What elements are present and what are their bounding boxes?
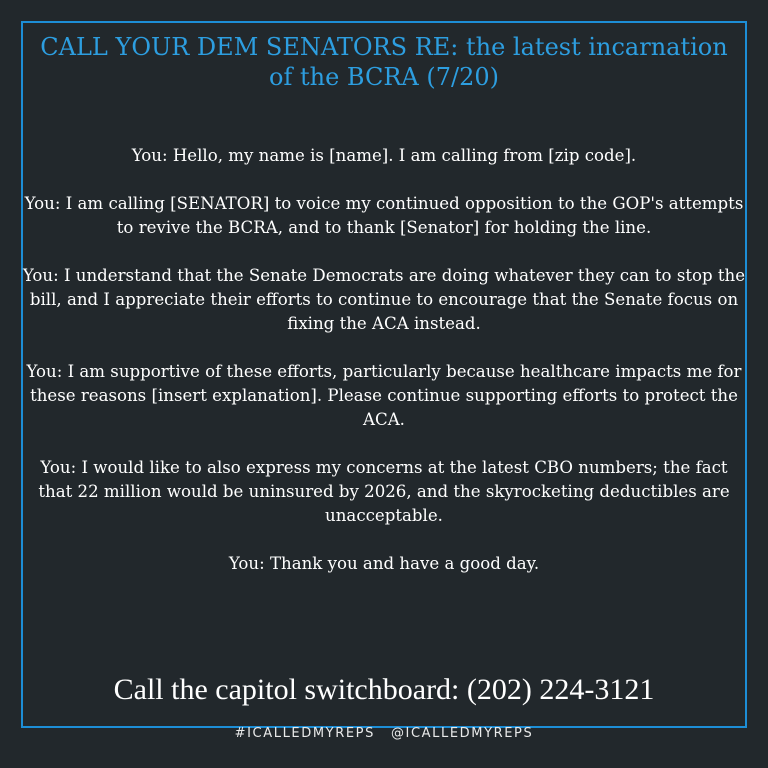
headline: CALL YOUR DEM SENATORS RE: the latest incarnation of the BCRA (7/20) <box>40 33 728 91</box>
script-line-support: You: I am supportive of these efforts, particularly because healthcare impacts me for these reasons [insert explanation]. Please continue supporting efforts to protect the ACA. <box>26 362 742 429</box>
twitter-handle: @ICALLEDMYREPS <box>390 726 534 741</box>
script-line-democrats: You: I understand that the Senate Democrats are doing whatever they can to stop the bill, and I appreciate their efforts to continue to encourage that the Senate focus on fixing the ACA instead. <box>22 266 746 333</box>
script-line-cbo: You: I would like to also express my concerns at the latest CBO numbers; the fact that 22 million would be uninsured by 2026, and the skyrocketing deductibles are unacceptable. <box>38 458 730 525</box>
switchboard-number: Call the capitol switchboard: (202) 224-3121 <box>113 673 655 706</box>
footer-tags <box>0 725 768 743</box>
script-line-closing: You: Thank you and have a good day. <box>228 554 540 573</box>
hashtag: #ICALLEDMYREPS <box>234 726 375 741</box>
script-line-greeting: You: Hello, my name is [name]. I am calling from [zip code]. <box>131 146 637 165</box>
call-script <box>22 144 746 600</box>
script-line-opposition: You: I am calling [SENATOR] to voice my continued opposition to the GOP's attempts to revive the BCRA, and to thank [Senator] for holding the line. <box>24 194 744 237</box>
